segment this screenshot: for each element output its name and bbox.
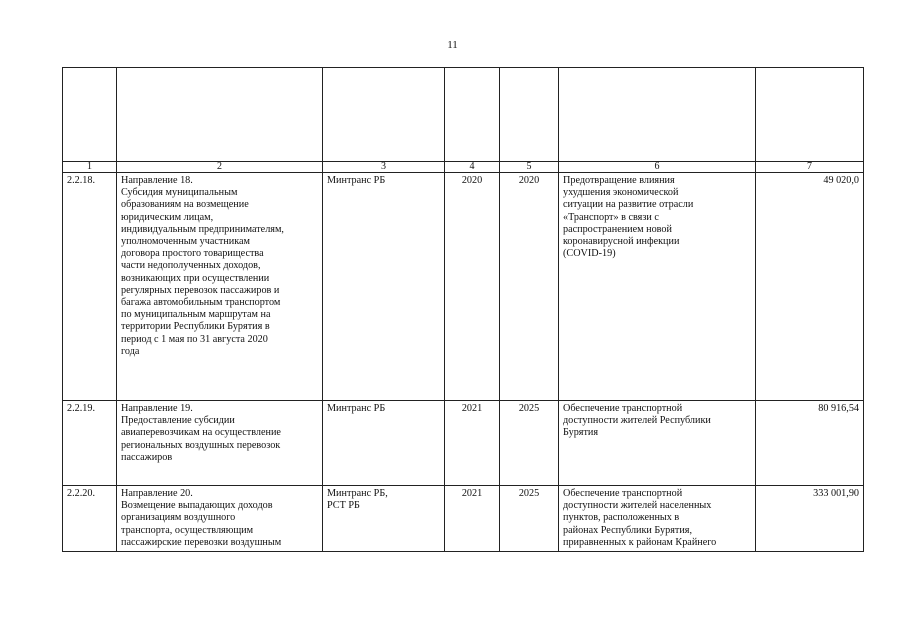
column-number: 7	[756, 162, 864, 173]
header-cell	[500, 68, 559, 162]
measures-table	[62, 67, 864, 552]
cell-line: приравненных к районам Крайнего	[563, 536, 717, 548]
cell-line: доступности жителей Республики	[563, 415, 711, 427]
cell-line: Направление 18.	[121, 175, 193, 186]
row-code: 2.2.18.	[63, 173, 117, 401]
cell-line: районах Республики Бурятия,	[563, 524, 693, 536]
column-number: 2	[117, 162, 323, 173]
cell-line: региональных воздушных перевозок	[121, 439, 281, 451]
row-amount: 49 020,0	[756, 173, 864, 401]
table-row	[63, 173, 864, 401]
cell-line: пунктов, расположенных в	[563, 512, 680, 524]
cell-line: года	[121, 345, 140, 357]
row-direction	[117, 401, 323, 486]
cell-line: «Транспорт» в связи с	[563, 211, 659, 223]
cell-line: (COVID-19)	[563, 248, 616, 260]
cell-line: пассажиров	[121, 451, 173, 463]
column-number: 6	[559, 162, 756, 173]
cell-line: багажа автомобильным транспортом	[121, 297, 281, 309]
cell-line: организациям воздушного	[121, 512, 236, 524]
cell-line: пассажирские перевозки воздушным	[121, 536, 282, 548]
header-cell	[445, 68, 500, 162]
cell-line: юридическим лицам,	[121, 211, 214, 223]
column-number: 5	[500, 162, 559, 173]
cell-line: по муниципальным маршрутам на	[121, 309, 271, 321]
header-blank-row	[63, 68, 864, 162]
row-result	[559, 173, 756, 401]
cell-line: Минтранс РБ	[327, 175, 386, 186]
cell-line: РСТ РБ	[327, 500, 360, 512]
row-start-year: 2020	[445, 173, 500, 401]
cell-line: Предотвращение влияния	[563, 175, 675, 186]
header-cell	[63, 68, 117, 162]
row-amount: 333 001,90	[756, 486, 864, 552]
table-row	[63, 486, 864, 552]
cell-line: коронавирусной инфекции	[563, 236, 680, 248]
table-row	[63, 401, 864, 486]
cell-line: авиаперевозчикам на осуществление	[121, 427, 281, 439]
column-number: 4	[445, 162, 500, 173]
cell-line: ухудшения экономической	[563, 187, 679, 199]
cell-line: образованиям на возмещение	[121, 199, 249, 211]
cell-line: доступности жителей населенных	[563, 500, 712, 512]
cell-line: возникающих при осуществлении	[121, 272, 270, 284]
header-cell	[323, 68, 445, 162]
cell-line: Минтранс РБ,	[327, 488, 388, 499]
header-cell	[117, 68, 323, 162]
cell-line: индивидуальным предпринимателям,	[121, 223, 284, 235]
row-result	[559, 486, 756, 552]
row-code: 2.2.20.	[63, 486, 117, 552]
row-code: 2.2.19.	[63, 401, 117, 486]
cell-line: Направление 20.	[121, 488, 193, 499]
page-number: 11	[447, 39, 458, 51]
cell-line: Обеспечение транспортной	[563, 488, 683, 499]
column-number-row	[63, 162, 864, 173]
cell-line: Субсидия муниципальным	[121, 187, 238, 199]
header-cell	[756, 68, 864, 162]
cell-line: части недополученных доходов,	[121, 260, 261, 272]
cell-line: Направление 19.	[121, 403, 193, 414]
cell-line: транспорта, осуществляющим	[121, 524, 254, 536]
row-end-year: 2020	[500, 173, 559, 401]
cell-line: регулярных перевозок пассажиров и	[121, 284, 280, 296]
cell-line: Минтранс РБ	[327, 403, 386, 414]
row-executor	[323, 401, 445, 486]
cell-line: Возмещение выпадающих доходов	[121, 500, 273, 512]
cell-line: Обеспечение транспортной	[563, 403, 683, 414]
column-number: 3	[323, 162, 445, 173]
cell-line: Предоставление субсидии	[121, 415, 235, 427]
row-end-year: 2025	[500, 486, 559, 552]
cell-line: Бурятия	[563, 427, 599, 439]
row-end-year: 2025	[500, 401, 559, 486]
row-direction	[117, 486, 323, 552]
row-amount: 80 916,54	[756, 401, 864, 486]
cell-line: распространением новой	[563, 223, 672, 235]
cell-line: территории Республики Бурятия в	[121, 321, 270, 333]
row-executor	[323, 486, 445, 552]
row-start-year: 2021	[445, 486, 500, 552]
cell-line: ситуации на развитие отрасли	[563, 199, 694, 211]
column-number: 1	[63, 162, 117, 173]
header-cell	[559, 68, 756, 162]
cell-line: договора простого товарищества	[121, 248, 264, 260]
cell-line: уполномоченным участникам	[121, 236, 250, 248]
row-start-year: 2021	[445, 401, 500, 486]
row-executor	[323, 173, 445, 401]
cell-line: период с 1 мая по 31 августа 2020	[121, 333, 268, 345]
row-direction	[117, 173, 323, 401]
row-result	[559, 401, 756, 486]
